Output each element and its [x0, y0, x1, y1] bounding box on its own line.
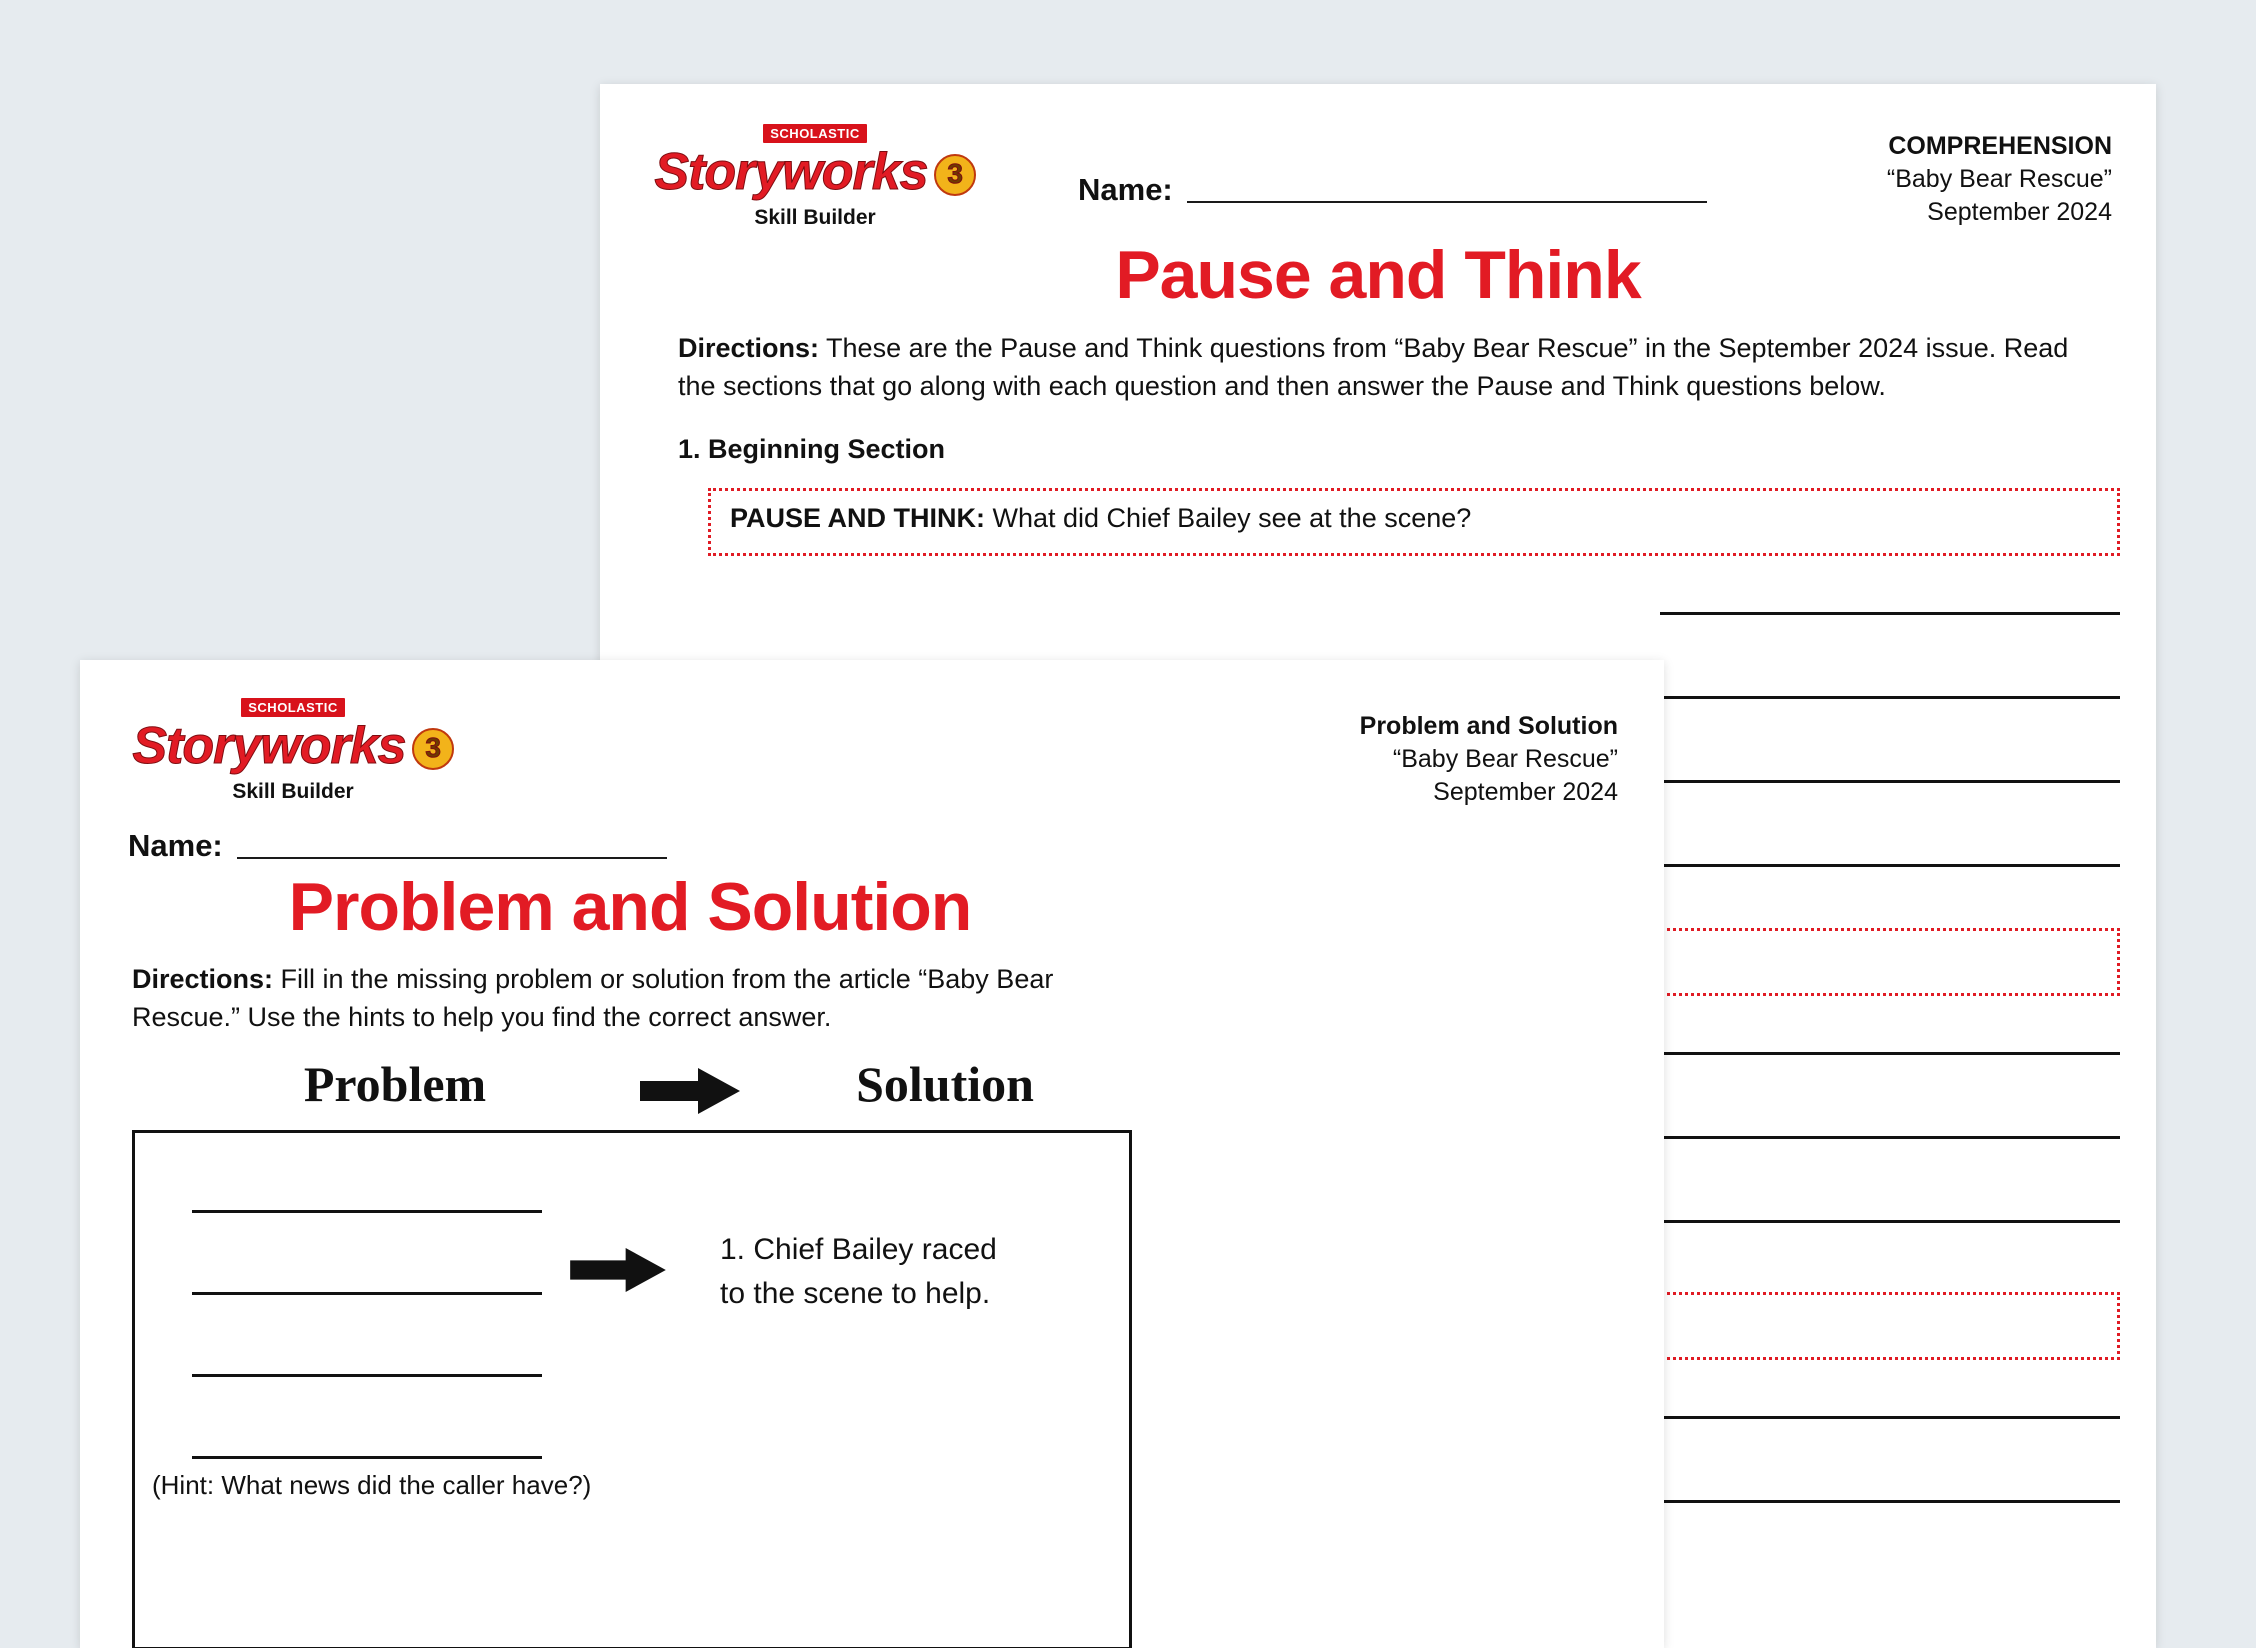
meta-line-3-front: September 2024 — [1433, 778, 1618, 806]
arrow-right-icon-row-1 — [570, 1248, 666, 1292]
name-label-back: Name: — [1078, 172, 1173, 207]
storyworks-wordmark-front — [128, 717, 458, 775]
solution-text-1: 1. Chief Bailey raced to the scene to help. — [720, 1233, 997, 1310]
directions-label-back: Directions: — [678, 333, 820, 363]
section-label-beginning: 1. Beginning Section — [678, 434, 946, 464]
storyworks-text-front: Storyworks — [132, 717, 406, 775]
scholastic-bar-front: SCHOLASTIC — [241, 698, 345, 717]
name-label-front: Name: — [128, 828, 223, 863]
storyworks-wordmark-back — [650, 143, 980, 201]
storyworks-badge-back: 3 — [934, 154, 976, 196]
answer-line-5[interactable] — [1660, 1052, 2120, 1055]
meta-line-1-front: Problem and Solution — [1359, 712, 1618, 740]
answer-line-9[interactable] — [1660, 1500, 2120, 1503]
answer-line-3[interactable] — [1660, 780, 2120, 783]
storyworks-logo-front — [128, 698, 458, 804]
problem-blank-line-2[interactable] — [192, 1292, 542, 1295]
answer-line-7[interactable] — [1660, 1220, 2120, 1223]
name-input-line-back[interactable] — [1187, 200, 1707, 203]
problem-blank-line-1[interactable] — [192, 1210, 542, 1213]
answer-line-6[interactable] — [1660, 1136, 2120, 1139]
header-meta-front — [1360, 710, 1618, 809]
pause-and-think-question-1 — [730, 503, 1471, 534]
problem-hint-1: (Hint: What news did the caller have?) — [152, 1470, 592, 1500]
answer-line-4[interactable] — [1660, 864, 2120, 867]
header-meta-back — [1887, 130, 2112, 229]
meta-line-2-back: “Baby Bear Rescue” — [1886, 165, 2112, 193]
scholastic-bar-back: SCHOLASTIC — [763, 124, 867, 143]
column-header-problem: Problem — [303, 1056, 487, 1112]
name-input-line-front[interactable] — [237, 856, 667, 859]
pause-and-think-label-1: PAUSE AND THINK: — [730, 503, 985, 533]
name-row-back — [1078, 172, 1707, 208]
answer-line-8[interactable] — [1660, 1416, 2120, 1419]
answer-line-1[interactable] — [1660, 612, 2120, 615]
skill-builder-label-back: Skill Builder — [754, 206, 876, 229]
answer-box-2[interactable] — [1660, 928, 2120, 996]
answer-box-3[interactable] — [1660, 1292, 2120, 1360]
arrow-right-icon-header — [640, 1068, 740, 1114]
meta-line-2-front: “Baby Bear Rescue” — [1392, 745, 1618, 773]
worksheet-problem-and-solution — [80, 660, 1664, 1648]
directions-front — [132, 960, 1142, 1037]
storyworks-logo-back — [650, 124, 980, 230]
directions-text-front: Fill in the missing problem or solution from the article “Baby Bear Rescue.” Use the hints to help you find the correct answer. — [132, 964, 1054, 1033]
storyworks-badge-front: 3 — [412, 728, 454, 770]
column-header-solution: Solution — [856, 1056, 1034, 1112]
meta-line-1-back: COMPREHENSION — [1888, 132, 2112, 160]
problem-blank-line-3[interactable] — [192, 1374, 542, 1377]
answer-line-2[interactable] — [1660, 696, 2120, 699]
page-title-back: Pause and Think — [1115, 237, 1641, 313]
directions-back — [678, 329, 2078, 406]
problem-blank-line-4[interactable] — [192, 1456, 542, 1459]
page-title-front: Problem and Solution — [288, 869, 972, 945]
directions-label-front: Directions: — [132, 964, 274, 994]
meta-line-3-back: September 2024 — [1927, 198, 2112, 226]
pause-question-text-1: What did Chief Bailey see at the scene? — [985, 503, 1472, 533]
skill-builder-label-front: Skill Builder — [232, 780, 354, 803]
storyworks-text-back: Storyworks — [654, 143, 928, 201]
directions-text-back: These are the Pause and Think questions from “Baby Bear Rescue” in the September 2024 issue. Read the sections that go along with each question and then answer the Pause and Think questions below. — [678, 333, 2069, 402]
name-row-front — [128, 828, 667, 864]
problem-solution-row-1 — [132, 1130, 1132, 1648]
